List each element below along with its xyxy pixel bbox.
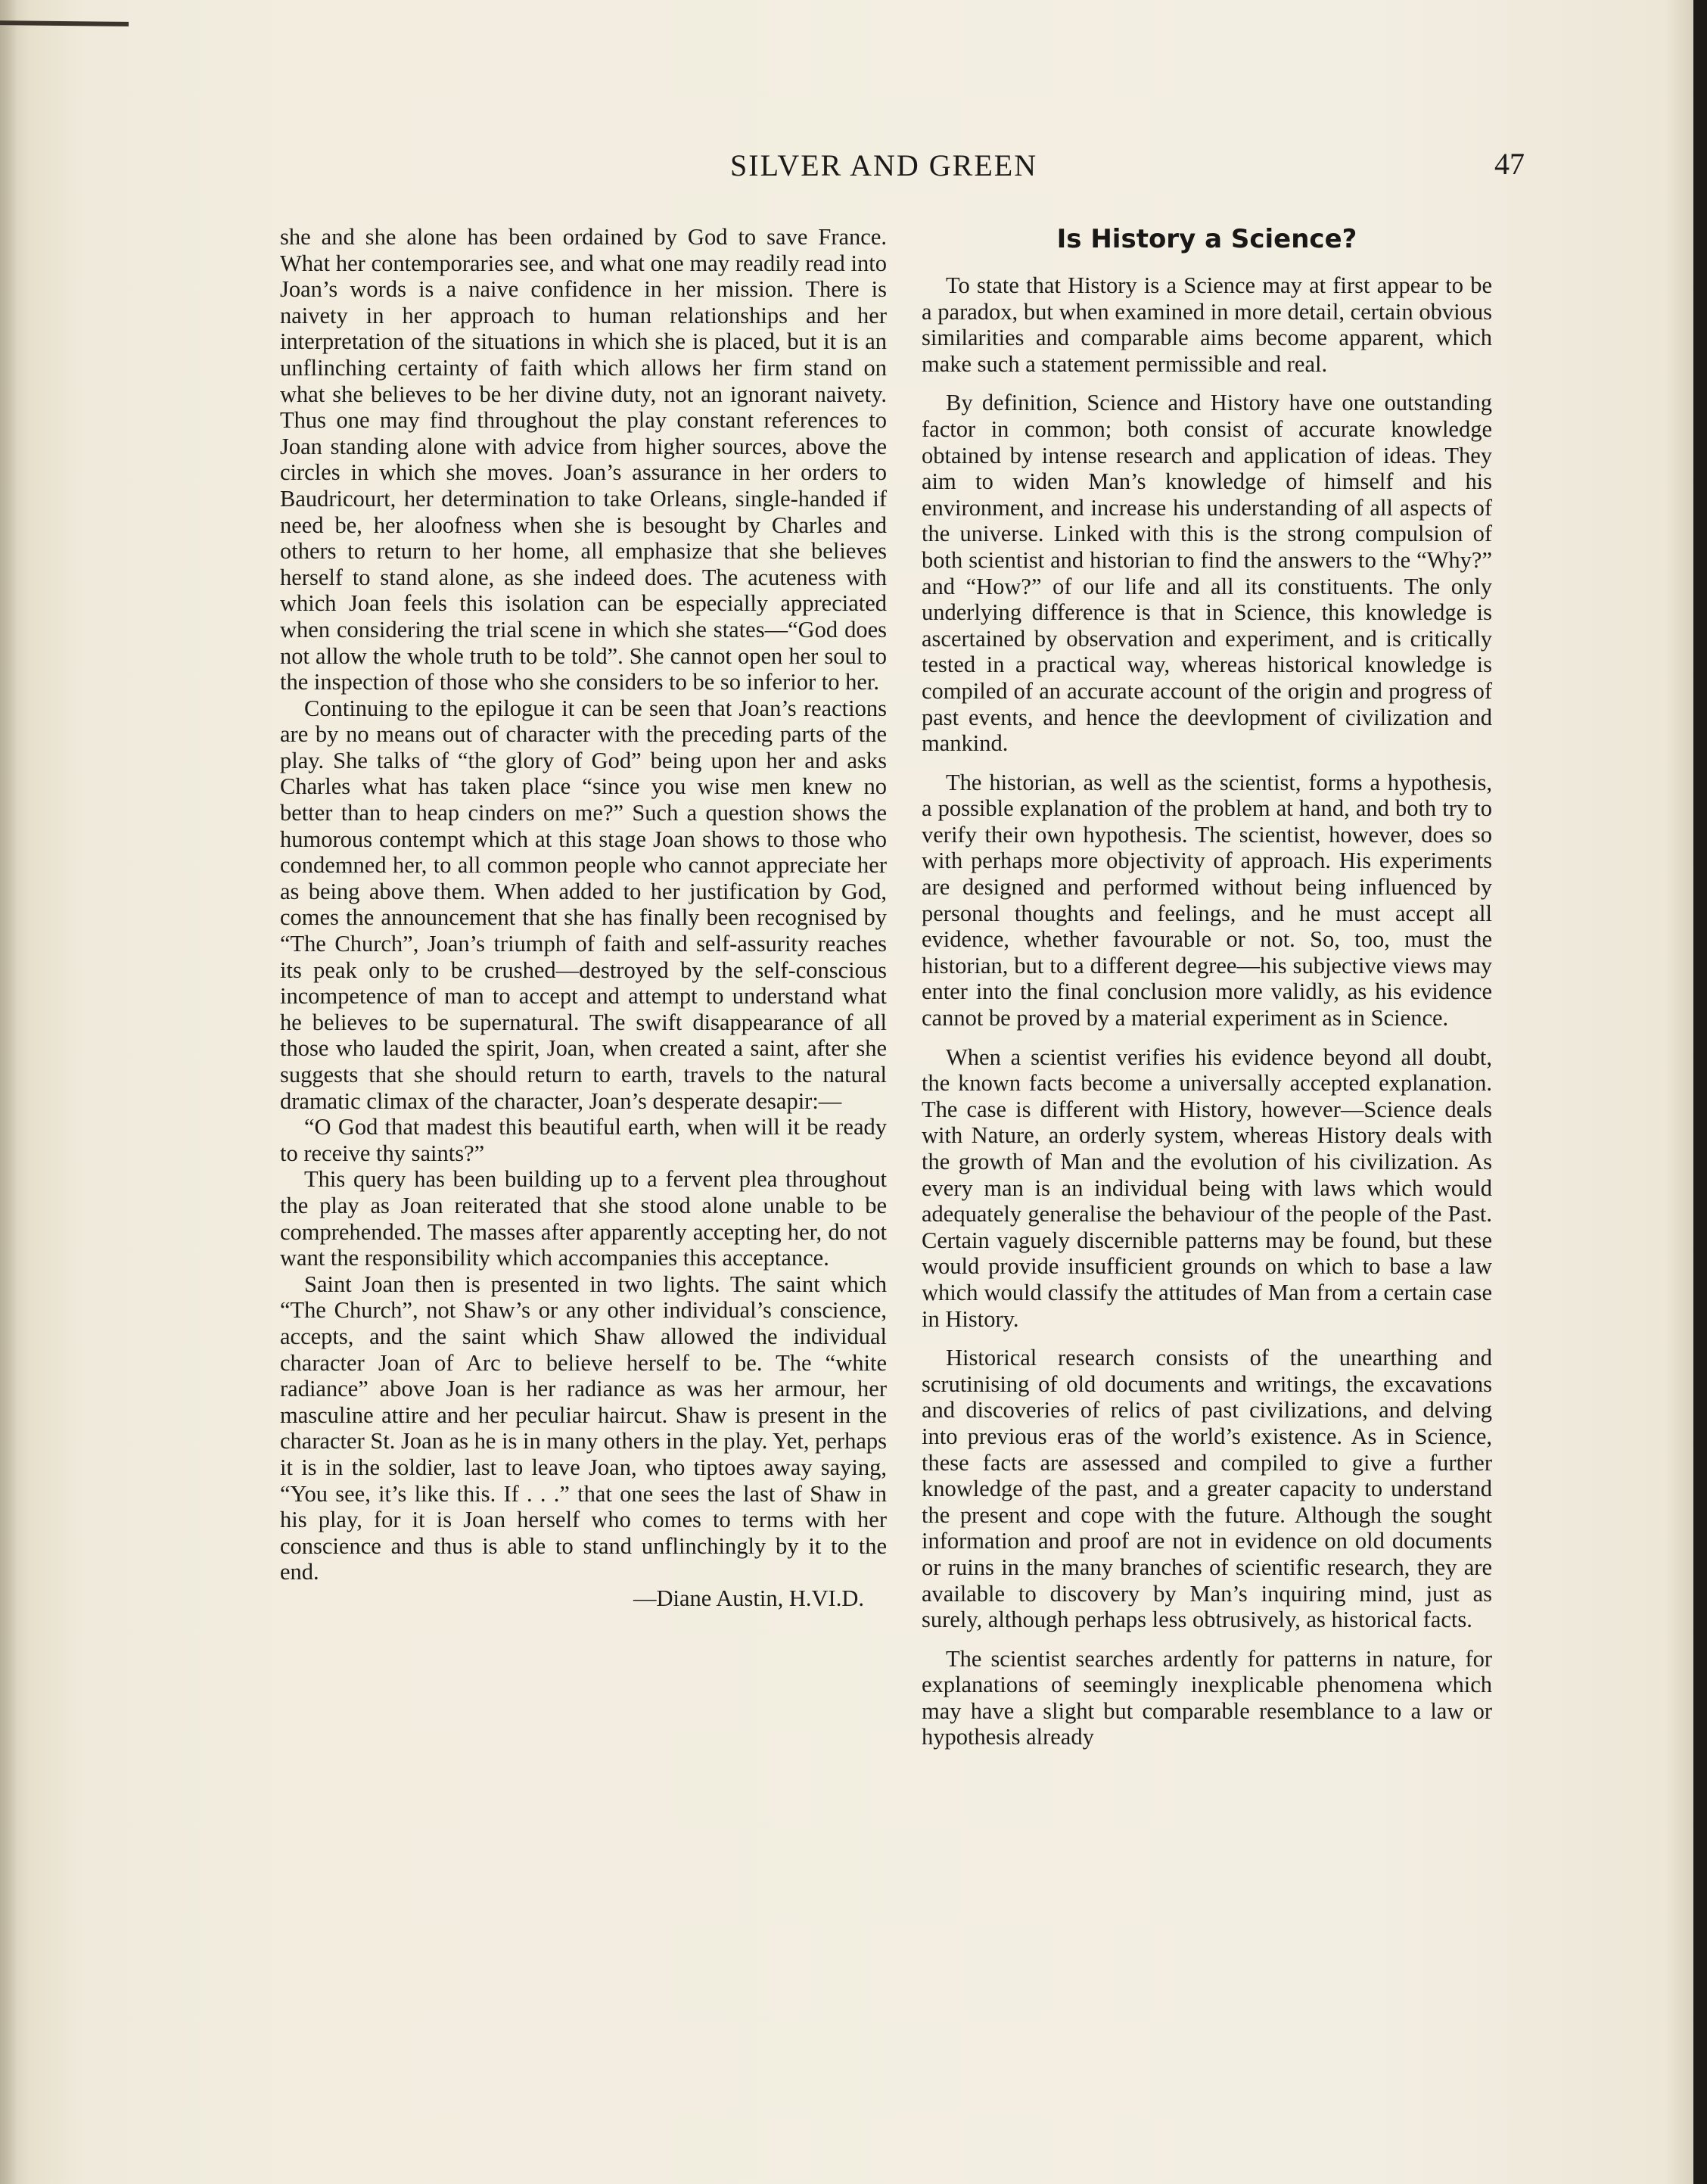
left-column: [280, 224, 887, 1611]
paragraph: Saint Joan then is presented in two lights. The saint which “The Church”, not Shaw’s or any other individual’s conscience, accepts, and the saint which Shaw allowed the individual character Joan of Arc to believe herself to be. The “white radiance” above Joan is her radiance as was her armour, her masculine attire and her peculiar haircut. Shaw is present in the character St. Joan as he is in many others in the play. Yet, perhaps it is in the soldier, last to leave Joan, who tiptoes away saying, “You see, it’s like this. If . . .” that one sees the last of Shaw in his play, for it is Joan herself who comes to terms with her conscience and thus is able to stand unflinchingly by it to the end.: [280, 1271, 887, 1585]
page-number: 47: [1494, 147, 1525, 181]
paragraph: To state that History is a Science may at first appear to be a paradox, but when examined in more detail, certain obvious similarities and comparable aims become apparent, which make such a statement permissible and real.: [922, 272, 1492, 377]
paragraph: This query has been building up to a fervent plea throughout the play as Joan reiterated that she stood alone unable to be comprehended. The masses after apparently accepting her, do not want the responsibility which accompanies this acceptance.: [280, 1166, 887, 1271]
top-rule: [0, 20, 129, 26]
paragraph: Continuing to the epilogue it can be seen that Joan’s reactions are by no means out of character with the preceding parts of the play. She talks of “the glory of God” being upon her and asks Charles what has taken place “since you wise men knew no better than to heap cinders on me?” Such a question shows the humorous contempt which at this stage Joan shows to those who condemned her, to all common people who cannot appreciate her as being above them. When added to her justification by God, comes the announcement that she has finally been recognised by “The Church”, Joan’s triumph of faith and self-assurity reaches its peak only to be crushed—destroyed by the self-conscious incompetence of man to accept and attempt to understand what he believes to be supernatural. The swift disappearance of all those who lauded the spirit, Joan, when created a saint, after she suggests that she should return to earth, travels to the natural dramatic climax of the character, Joan’s desperate desapir:—: [280, 695, 887, 1114]
article-title: Is History a Science?: [1056, 224, 1357, 254]
paragraph: The historian, as well as the scientist, forms a hypothesis, a possible explanation of the problem at hand, and both try to verify their own hypothesis. The scientist, however, does so with perhaps more objectivity of approach. His experiments are designed and performed without being influenced by personal thoughts and feelings, and he must accept all evidence, whether favourable or not. So, too, must the historian, but to a different degree—his subjective views may enter into the final conclusion more validly, as his evidence cannot be proved by a material experiment as in Science.: [922, 769, 1492, 1031]
paragraph: she and she alone has been ordained by God to save France. What her contemporaries see, and what one may readily read into Joan’s words is a naive confidence in her mission. There is naivety in her approach to human relationships and her interpretation of the situations in which she is placed, but it is an unflinching certainty of faith which allows her firm stand on what she believes to be her divine duty, not an ignorant naivety. Thus one may find throughout the play constant references to Joan standing alone with advice from higher sources, above the circles in which she moves. Joan’s assurance in her orders to Baudricourt, her determination to take Orleans, single-handed if need be, her aloofness when she is besought by Charles and others to return to her home, all emphasize that she believes herself to stand alone, as she indeed does. The acuteness with which Joan feels this isolation can be especially appreciated when considering the trial scene in which she states—“God does not allow the whole truth to be told”. She cannot open her soul to the inspection of those who she considers to be so inferior to her.: [280, 224, 887, 695]
running-title: SILVER AND GREEN: [730, 148, 1038, 182]
paragraph: By definition, Science and History have one outstanding factor in common; both consist of accurate knowledge obtained by intense research and application of ideas. They aim to widen Man’s knowledge of himself and his environment, and increase his understanding of all aspects of the universe. Linked with this is the strong compulsion of both scientist and historian to find the answers to the “Why?” and “How?” of our life and all its constituents. The only underlying difference is that in Science, this knowledge is ascertained by observation and experiment, and is critically tested in a practical way, whereas historical knowledge is compiled of an accurate account of the origin and progress of past events, and hence the deevlopment of civilization and mankind.: [922, 390, 1492, 757]
paragraph: When a scientist verifies his evidence beyond all doubt, the known facts become a universally accepted explanation. The case is different with History, however—Science deals with Nature, an orderly system, whereas History deals with the growth of Man and the evolution of his civilization. As every man is an individual being with laws which would adequately generalise the behaviour of the people of the Past. Certain vaguely discernible patterns may be found, but these would provide insufficient grounds on which to base a law which would classify the attitudes of Man from a certain case in History.: [922, 1044, 1492, 1332]
author-signature: —Diane Austin, H.VI.D.: [633, 1585, 864, 1611]
page-header: [0, 148, 1693, 193]
paragraph: Historical research consists of the unearthing and scrutinising of old documents and writings, the excavations and discoveries of relics of past civilizations, and delving into previous eras of the world’s existence. As in Science, these facts are assessed and compiled to give a further knowledge of the past, and a greater capacity to understand the present and cope with the future. Although the sought information and proof are not in evidence on old documents or ruins in the many branches of scientific research, they are available to discovery by Man’s inquiring mind, just as surely, although perhaps less obtrusively, as historical facts.: [922, 1345, 1492, 1633]
paragraph: The scientist searches ardently for patterns in nature, for explanations of seemingly inexplicable phenomena which may have a slight but comparable resemblance to a law or hypothesis already: [922, 1645, 1492, 1750]
right-column: [922, 224, 1492, 1763]
quote: “O God that madest this beautiful earth, when will it be ready to receive thy saints?”: [280, 1114, 887, 1166]
binding-gutter: [0, 0, 17, 2184]
